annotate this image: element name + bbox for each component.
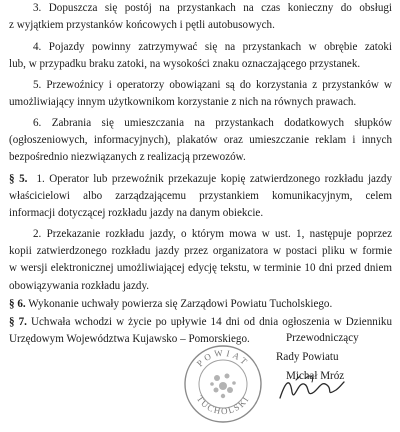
signature-name: Michał Mróz — [286, 370, 345, 383]
text-line — [9, 314, 392, 331]
text-line-content: Uchwała wchodzi w życie po upływie 14 dni od dnia ogłoszenia w Dzienniku — [30, 316, 392, 328]
text-line: z wyjątkiem przystanków końcowych i pętli autobusowych. — [9, 19, 275, 32]
text-line-content: Wykonanie uchwały powierza się Zarządowi Powiatu Tucholskiego. — [28, 298, 333, 310]
text-line — [9, 171, 392, 188]
text-line: w wersji elektronicznej umożliwiającej edycję tekstu, w terminie 10 dni przed dniem — [9, 262, 392, 275]
text-line: (ogłoszeniowych, informacyjnych), plakatów oraz umieszczanie reklam i innych — [9, 134, 392, 147]
text-line: 4. Pojazdy powinny zatrzymywać się na przystankach w obrębie zatoki — [33, 41, 392, 53]
paragraph-4 — [9, 39, 392, 73]
text-line — [9, 296, 392, 313]
text-line: 2. Przekazanie rozkładu jazdy, o którym mowa w ust. 1, następuje poprzez — [33, 228, 392, 240]
text-line: lub, w przypadku braku zatoki, na wysokości znaku oznaczającego przystanek. — [9, 58, 361, 71]
official-stamp — [183, 344, 263, 424]
section-6 — [9, 296, 392, 313]
section-number: § 6. — [9, 298, 26, 310]
section-5-paragraph-1 — [9, 171, 392, 223]
text-line: obowiązywania rozkładu jazdy. — [9, 279, 150, 292]
text-line: kopii zatwierdzonego rozkładu jazdy przez organizatora w postaci pliku w formie — [9, 245, 392, 258]
section-number: § 7. — [9, 316, 27, 328]
text-line: bezpośrednio niezwiązanych z realizacją przewozów. — [9, 151, 246, 164]
text-line: umożliwiający innym użytkownikom korzystanie z nich na równych prawach. — [9, 96, 357, 109]
stamp-top-text: POWIAT — [194, 347, 252, 369]
section-number: § 5. — [9, 173, 28, 185]
text-line: właścicielowi albo zarządzającemu przystankiem komunikacyjnym, celem — [9, 190, 392, 203]
handwritten-signature — [276, 372, 346, 406]
text-line-content: 1. Operator lub przewoźnik przekazuje kopię zatwierdzonego rozkładu jazdy — [36, 173, 392, 185]
text-line: 6. Zabrania się umieszczania na przystankach dodatkowych słupków — [33, 117, 392, 129]
stamp-bottom-text: TUCHOLSKI — [194, 393, 252, 417]
paragraph-5 — [9, 77, 392, 111]
text-line: Urzędowym Województwa Kujawsko – Pomorskiego. — [9, 333, 250, 346]
text-line: 5. Przewoźnicy i operatorzy obowiązani są do korzystania z przystanków w — [33, 79, 392, 91]
signature-title: Przewodniczący — [286, 332, 359, 344]
text-line: 3. Dopuszcza się postój na przystankach na czas konieczny do obsługi — [33, 2, 392, 14]
signature-council: Rady Powiatu — [276, 351, 339, 364]
paragraph-6 — [9, 115, 392, 167]
section-5-paragraph-2 — [9, 226, 392, 295]
svg-text:POWIAT — [195, 348, 252, 369]
paragraph-3 — [9, 0, 392, 34]
text-line: informacji dotyczącej rozkładu jazdy na danym obiekcie. — [9, 207, 264, 220]
